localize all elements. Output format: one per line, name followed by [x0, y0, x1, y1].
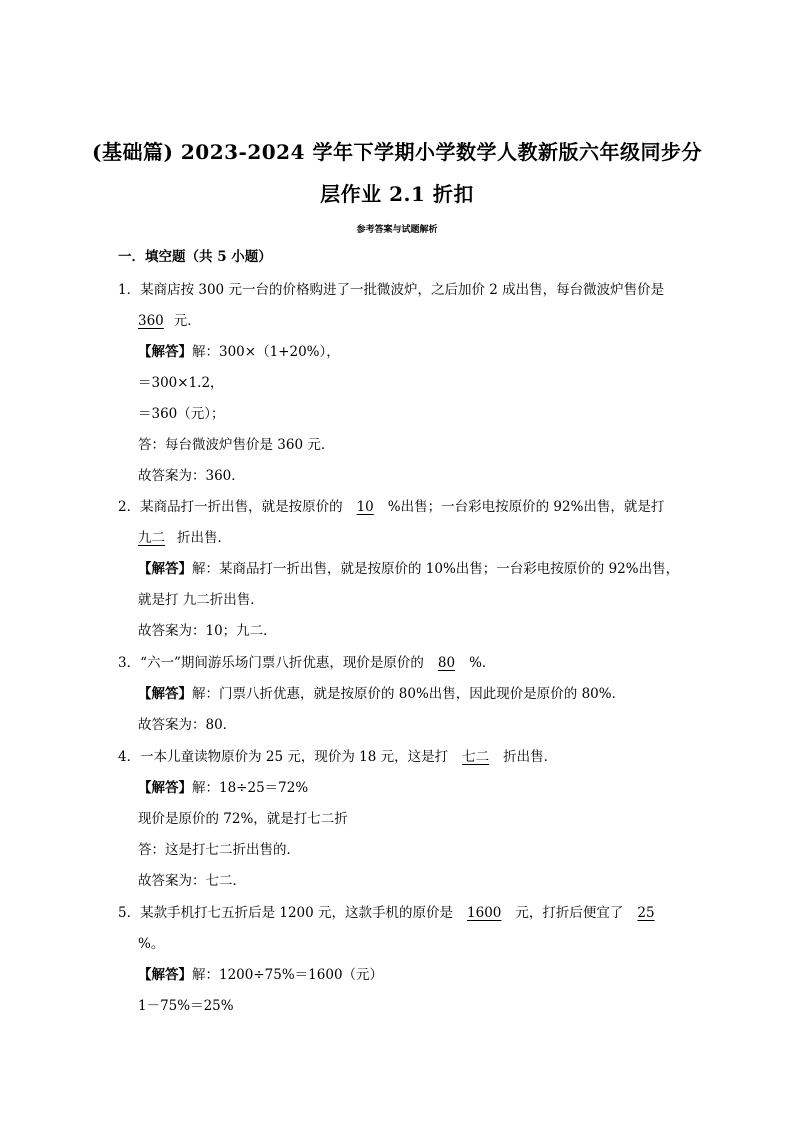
document-title-line-2: 层作业 2.1 折扣	[320, 182, 474, 206]
question-5-text	[118, 904, 655, 922]
solution-tag: 【解答】	[138, 561, 192, 577]
question-5-solution-first	[138, 966, 383, 984]
question-5-text-pre: 5．某款手机打七五折后是 1200 元，这款手机的原价是	[118, 905, 454, 921]
question-3-text-pre: 3．“六一”期间游乐场门票八折优惠，现价是原价的	[118, 655, 424, 671]
document-title-line-1: (基础篇) 2023-2024 学年下学期小学数学人教新版六年级同步分	[92, 140, 702, 164]
question-2-answer-line	[138, 529, 231, 547]
document-subtitle: 参考答案与试题解析	[356, 225, 438, 235]
question-2-solution-line: 故答案为：10；九二．	[138, 623, 277, 639]
question-3-solution-first	[138, 685, 625, 703]
question-5-text-continued: %。	[138, 936, 165, 952]
solution-text: 解：18÷25＝72%	[192, 780, 309, 796]
question-1-solution-line: 答：每台微波炉售价是 360 元．	[138, 437, 335, 453]
question-2-answer-blank-2: 九二	[138, 530, 165, 546]
question-3-answer-blank: 80	[437, 655, 456, 671]
question-5-text-mid: 元，打折后便宜了	[515, 905, 624, 921]
question-2-text	[118, 498, 664, 516]
solution-text: 解：某商品打一折出售，就是按原价的 10%出售；一台彩电按原价的 92%出售，	[192, 561, 680, 577]
question-4-solution-line: 答：这是打七二折出售的．	[138, 842, 300, 858]
question-3-text-post: %．	[469, 655, 496, 671]
question-1-solution-line: ＝300×1.2，	[138, 375, 224, 391]
question-4-text-pre: 4．一本儿童读物原价为 25 元，现价为 18 元，这是打	[118, 749, 449, 765]
question-3-solution-line: 故答案为：80．	[138, 717, 237, 733]
solution-text: 解：1200÷75%＝1600（元）	[192, 967, 384, 983]
solution-tag: 【解答】	[138, 967, 192, 983]
question-2-text-mid: %出售；一台彩电按原价的 92%出售，就是打	[387, 499, 665, 515]
question-5-answer-blank-2: 25	[637, 905, 655, 921]
question-1-answer-blank: 360	[138, 313, 164, 329]
question-2-text-pre: 2．某商品打一折出售，就是按原价的	[118, 499, 343, 515]
question-5-solution-line: 1－75%＝25%	[138, 998, 234, 1014]
question-4-text	[118, 748, 557, 766]
question-3-text	[118, 654, 495, 672]
question-1-solution-line: 故答案为：360．	[138, 468, 245, 484]
question-1-text: 1．某商店按 300 元一台的价格购进了一批微波炉，之后加价 2 成出售，每台微波炉售价是	[118, 282, 665, 298]
question-4-text-post: 折出售．	[503, 749, 558, 765]
question-1-solution-line: ＝360（元）；	[138, 406, 225, 422]
question-5-answer-blank-1: 1600	[467, 905, 502, 921]
solution-tag: 【解答】	[138, 686, 192, 702]
question-2-solution-line: 就是打 九二折出售．	[138, 592, 264, 608]
solution-text: 解：门票八折优惠，就是按原价的 80%出售，因此现价是原价的 80%．	[192, 686, 626, 702]
question-2-solution-first	[138, 560, 679, 578]
question-1-answer-line	[138, 312, 201, 330]
solution-tag: 【解答】	[138, 780, 192, 796]
question-2-text-post: 折出售．	[177, 530, 231, 546]
solution-tag: 【解答】	[138, 344, 192, 360]
question-4-solution-line: 故答案为：七二．	[138, 873, 246, 889]
question-4-solution-first	[138, 779, 308, 797]
solution-text: 解：300×（1+20%），	[192, 344, 340, 360]
question-2-answer-blank-1: 10	[356, 499, 374, 515]
question-1-answer-suffix: 元．	[173, 313, 201, 329]
question-4-solution-line: 现价是原价的 72%，就是打七二折	[138, 811, 348, 827]
section-heading: 一．填空题（共 5 小题）	[118, 249, 272, 265]
question-4-answer-blank: 七二	[462, 749, 490, 765]
question-1-solution-first	[138, 343, 340, 361]
